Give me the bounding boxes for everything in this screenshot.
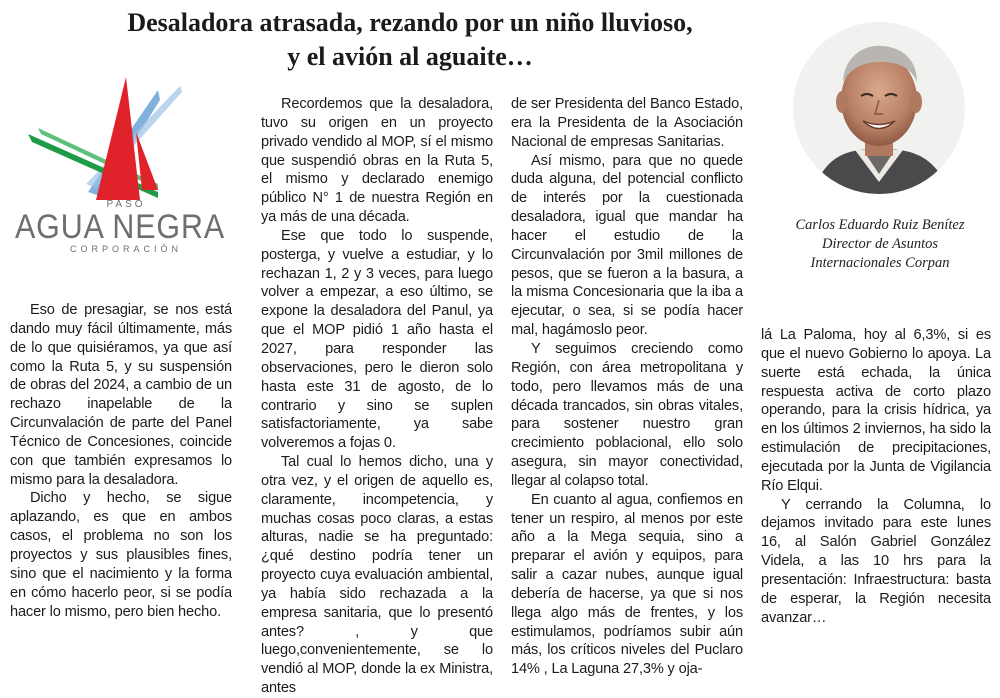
paragraph: lá La Paloma, hoy al 6,3%, si es que el nuevo Gobierno lo apoya. La suerte está echada, la única respuesta activa de corto plazo operando, para la crisis hídrica, ya en los últimos 2 inviernos, ha sido la estimulación de precipitaciones, ejecutada por la Junta de Vigilancia Río Elqui. (761, 327, 991, 494)
author-role-line-2: Internacionales Corpan (810, 255, 950, 271)
logo-main-text: AGUA NEGRA (15, 208, 225, 246)
author-photo (793, 22, 965, 194)
paragraph: de ser Presidenta del Banco Estado, era la Presidenta de la Asociación Nacional de empresas Sanitarias. (511, 96, 743, 150)
author-name: Carlos Eduardo Ruiz Benítez (795, 217, 965, 233)
headline (55, 6, 765, 74)
logo-red-flag (136, 132, 158, 190)
headline-line-1: Desaladora atrasada, rezando por un niño lluvioso, (127, 8, 693, 37)
article-column-1 (10, 301, 232, 621)
paragraph: Recordemos que la desaladora, tuvo su origen en un proyecto privado vendido al MOP, sí el mismo que suspendió obras en la Ruta 5, el mismo y declarado enemigo público N° 1 de nuestra Región en ya más de una década. (261, 96, 493, 226)
author-caption (760, 216, 1000, 273)
paragraph: Dicho y hecho, se sigue aplazando, es que en ambos casos, el problema no son los proyectos y sus plausibles fines, sino que el nacimiento y la forma en cómo hacerlo peor, si se podía hacer lo mismo, pero bien hecho. (10, 490, 232, 620)
logo-top-text: PASO (106, 199, 146, 210)
paragraph: En cuanto al agua, confiemos en tener un respiro, al menos por este año a la Mega sequia, sino a preparar el avión y equipos, para salir a cazar nubes, aunque igual debería de hacerse, ya que si nos llega algo más de frentes, y los estimulamos, podríamos subir aún más, los críticos niveles del Puclaro 14% , La Laguna 27,3% y oja- (511, 491, 743, 678)
article-column-3 (511, 95, 743, 679)
logo-bottom-text: CORPORACIÓN (69, 244, 183, 254)
paragraph: Y cerrando la Columna, lo dejamos invitado para este lunes 16, al Salón Gabriel González Videla, a las 10 hrs para la presentación: Infraestructura: basta de esperar, la Región necesita avanzar… (761, 496, 991, 626)
paragraph: Ese que todo lo suspende, posterga, y vuelve a estudiar, y lo rechazan 1, 2 y 3 veces, para luego volver a empezar, a eso último, se expone la desaladora del Panul, ya que el MOP pidió 1 año hasta el 2027, para responder las observaciones, pero le dieron solo hasta este 31 de agosto, de lo contrario y sino se suplen satisfactoriamente, ya sabe volveremos a fojas 0. (261, 227, 493, 452)
article-column-2 (261, 95, 493, 698)
author-role-line-1: Director de Asuntos (822, 236, 938, 252)
headline-line-2: y el avión al aguaite… (287, 42, 533, 71)
paragraph: Y seguimos creciendo como Región, con área metropolitana y todo, pero llevamos más de una década trancados, sin obras vitales, para sostener nuestro gran crecimiento poblacional, ello solo asegura, sin mayor conectividad, llegar al colapso total. (511, 340, 743, 489)
paragraph: Tal cual lo hemos dicho, una y otra vez, y el origen de aquello es, claramente, incompetencia, y muchas cosas poco claras, a estas alturas, nadie se ha preguntado: ¿qué destino podría tener un proyecto cuya evaluación ambiental, ya había sido rechazada a la empresa sanitaria, que lo presentó antes? , y que luego,convenientemente, se lo vendió al MOP, donde la ex Ministra, antes (261, 454, 493, 697)
paragraph: Así mismo, para que no quede duda alguna, del potencial conflicto de interés por la cuestionada desaladora, igual que mandar ha hacer el estudio de la Circunvalación por 3mil millones de pesos, que se fueron a la basura, a la misma Concesionaria que la iba a ejecutar, o sea, si se podía hacer mal, hagámoslo peor. (511, 152, 743, 339)
paragraph: Eso de presagiar, se nos está dando muy fácil últimamente, más de lo que quisiéramos, ya que así como la Ruta 5, y su suspensión de obras del 2024, a cambio de un rechazo inapelable de la Circunvalación de parte del Panel Técnico de Concesiones, coincide con que también expresamos lo mismo para la desaladora. (10, 302, 232, 488)
article-column-4 (761, 326, 991, 628)
paso-agua-negra-logo (8, 72, 233, 272)
